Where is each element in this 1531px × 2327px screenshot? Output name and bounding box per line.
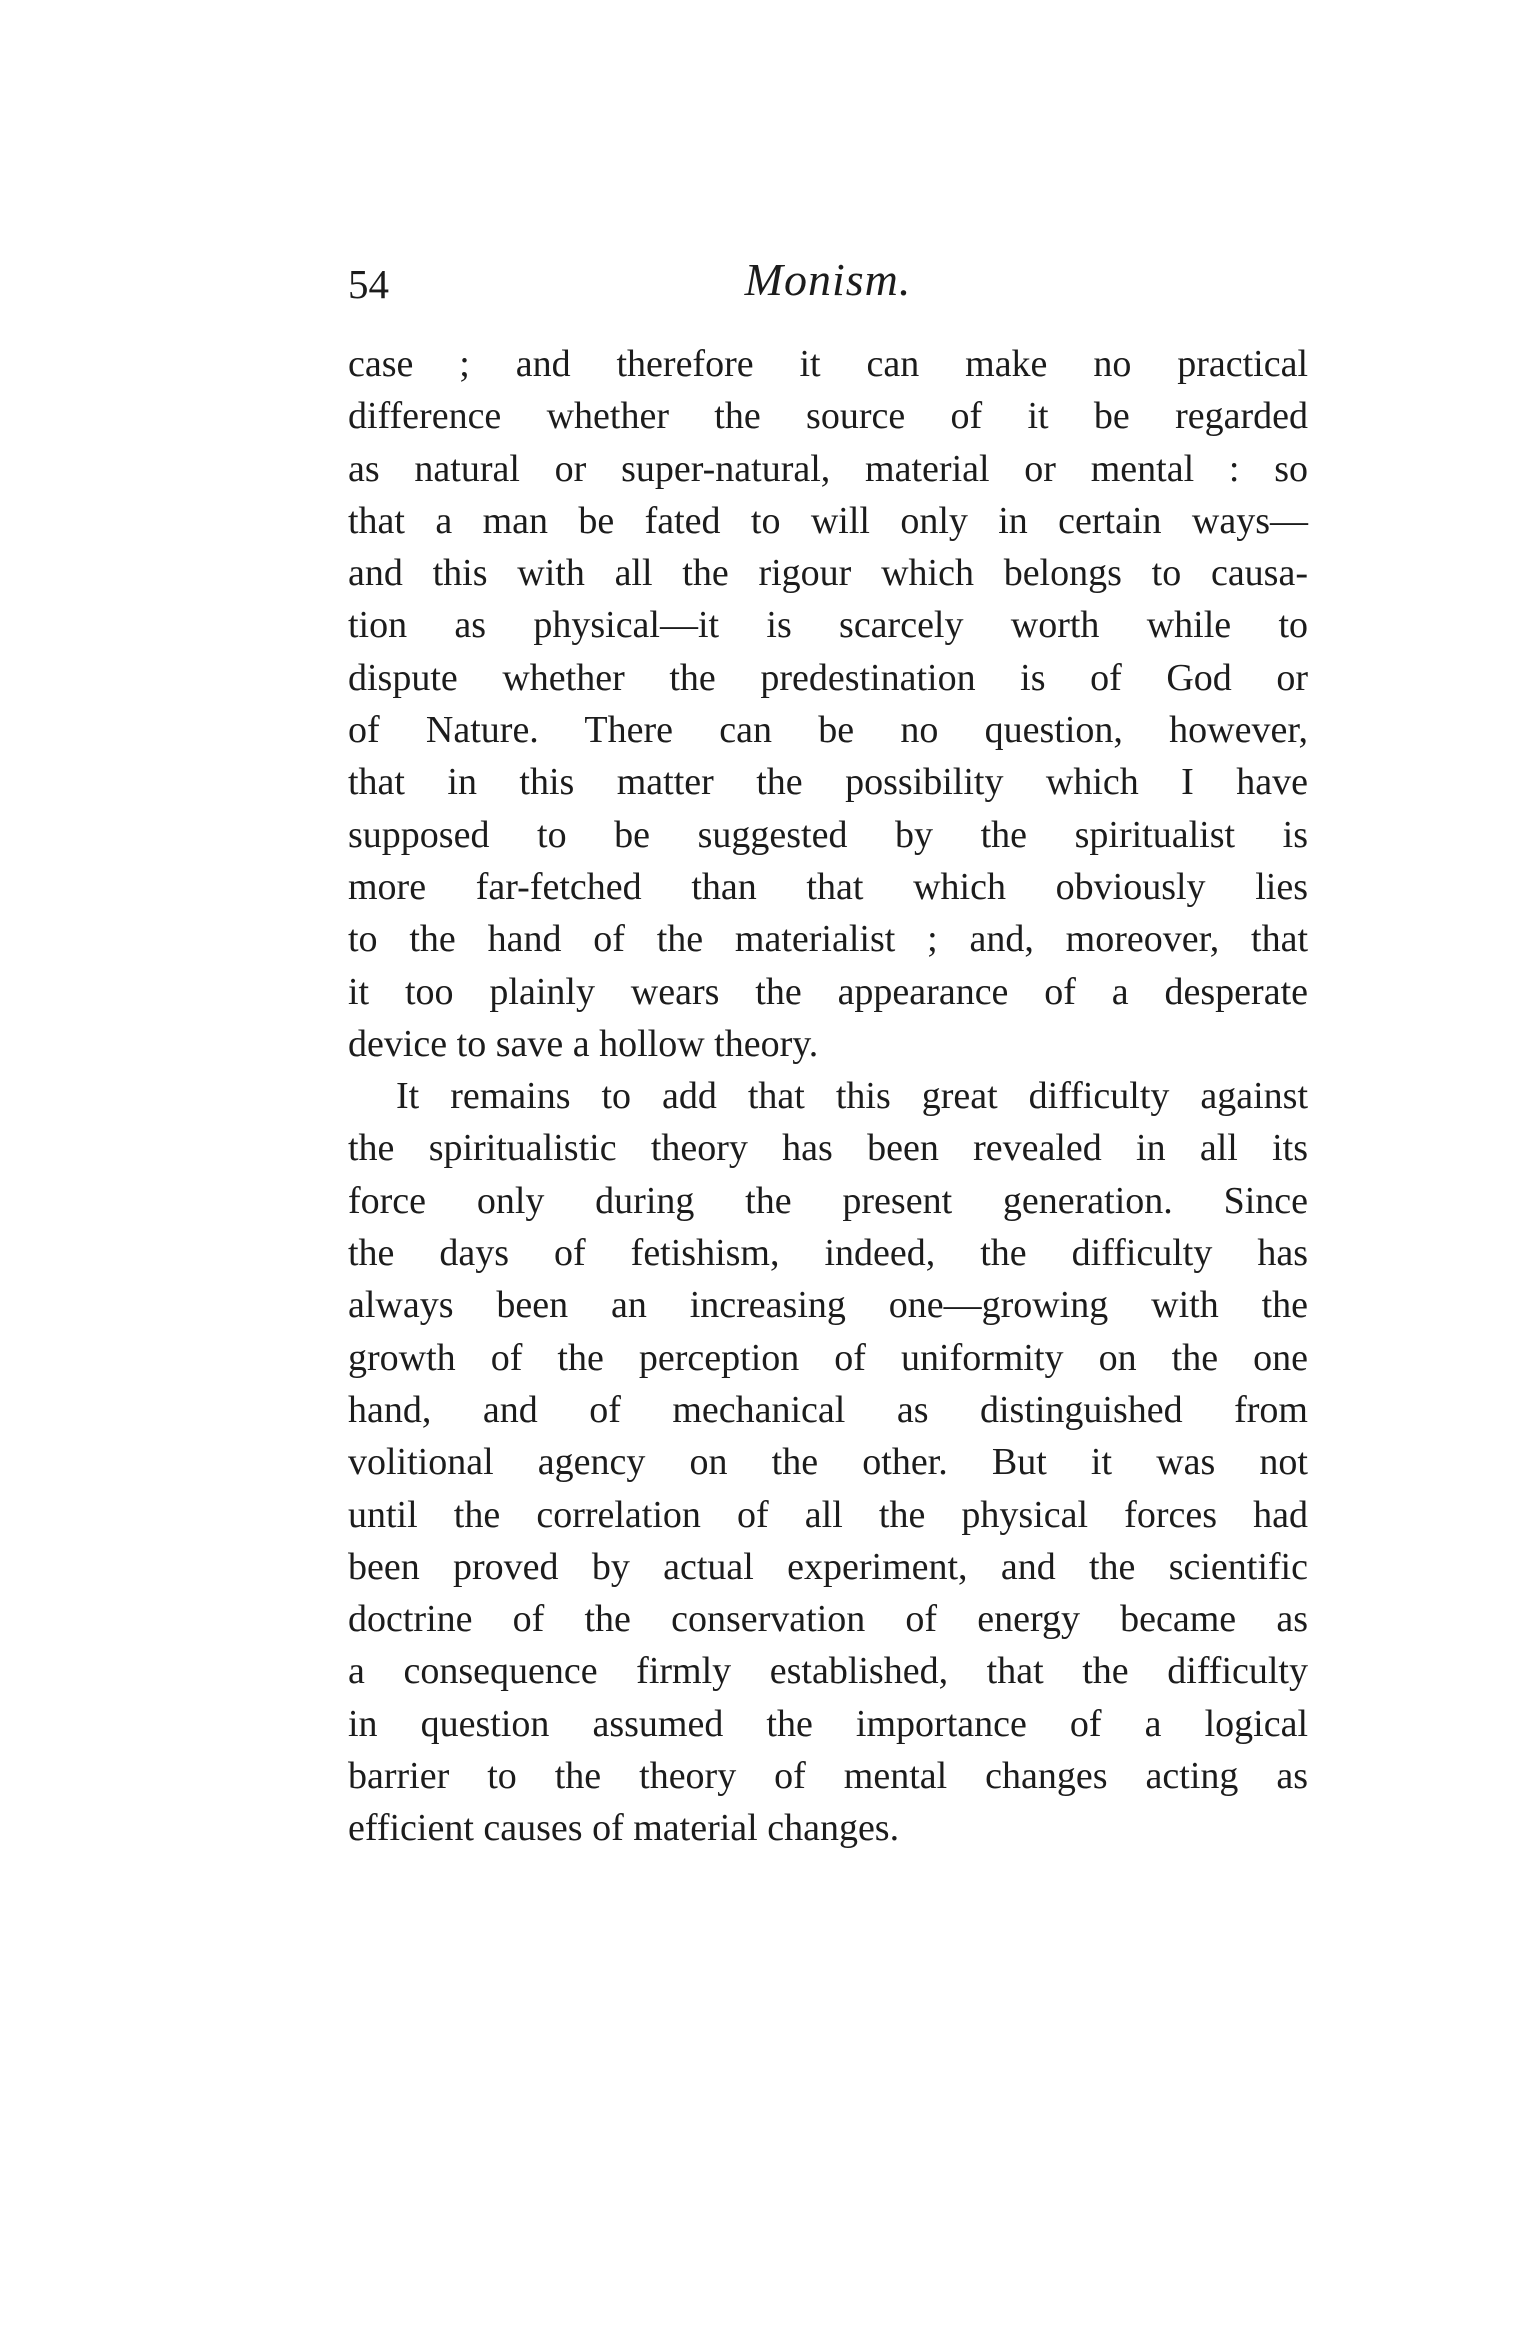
paragraph <box>348 338 1308 1070</box>
text-line: It remains to add that this great difficulty against <box>396 1075 1308 1118</box>
text-line: until the correlation of all the physical forces had <box>348 1493 1308 1536</box>
text-line: been proved by actual experiment, and the scientific <box>348 1545 1308 1588</box>
text-line: and this with all the rigour which belongs to causa- <box>348 552 1308 595</box>
text-line: that a man be fated to will only in certain ways— <box>348 499 1308 542</box>
text-line: as natural or super-natural, material or mental : so <box>348 447 1308 490</box>
running-title: Monism. <box>744 254 912 305</box>
text-line: doctrine of the conservation of energy became as <box>348 1598 1308 1641</box>
text-line: device to save a hollow theory. <box>348 1022 819 1065</box>
page-header <box>348 254 1308 328</box>
text-line: volitional agency on the other. But it was not <box>348 1441 1308 1484</box>
text-line: in question assumed the importance of a logical <box>348 1702 1308 1745</box>
text-line: supposed to be suggested by the spiritualist is <box>348 813 1308 856</box>
body-text <box>348 338 1308 1855</box>
paragraph <box>348 1070 1308 1854</box>
text-line: hand, and of mechanical as distinguished from <box>348 1388 1308 1431</box>
text-line: the spiritualistic theory has been revealed in all its <box>348 1127 1308 1170</box>
text-line: the days of fetishism, indeed, the difficulty has <box>348 1232 1308 1275</box>
text-line: more far-fetched than that which obviously lies <box>348 865 1308 908</box>
text-line: a consequence firmly established, that the difficulty <box>348 1650 1308 1693</box>
text-line: always been an increasing one—growing with the <box>348 1284 1308 1327</box>
text-line: dispute whether the predestination is of God or <box>348 656 1308 699</box>
text-line: barrier to the theory of mental changes acting as <box>348 1755 1308 1798</box>
text-line: efficient causes of material changes. <box>348 1807 900 1850</box>
text-line: that in this matter the possibility which I have <box>348 761 1308 804</box>
text-line: difference whether the source of it be regarded <box>348 395 1308 438</box>
text-line: it too plainly wears the appearance of a desperate <box>348 970 1308 1013</box>
text-line: force only during the present generation. Since <box>348 1179 1308 1222</box>
text-line: case ; and therefore it can make no practical <box>348 343 1308 385</box>
text-line: growth of the perception of uniformity on the one <box>348 1336 1308 1379</box>
text-line: tion as physical—it is scarcely worth while to <box>348 604 1308 647</box>
text-line: of Nature. There can be no question, however, <box>348 709 1308 752</box>
text-line: to the hand of the materialist ; and, moreover, that <box>348 918 1308 961</box>
page-number: 54 <box>348 261 389 307</box>
